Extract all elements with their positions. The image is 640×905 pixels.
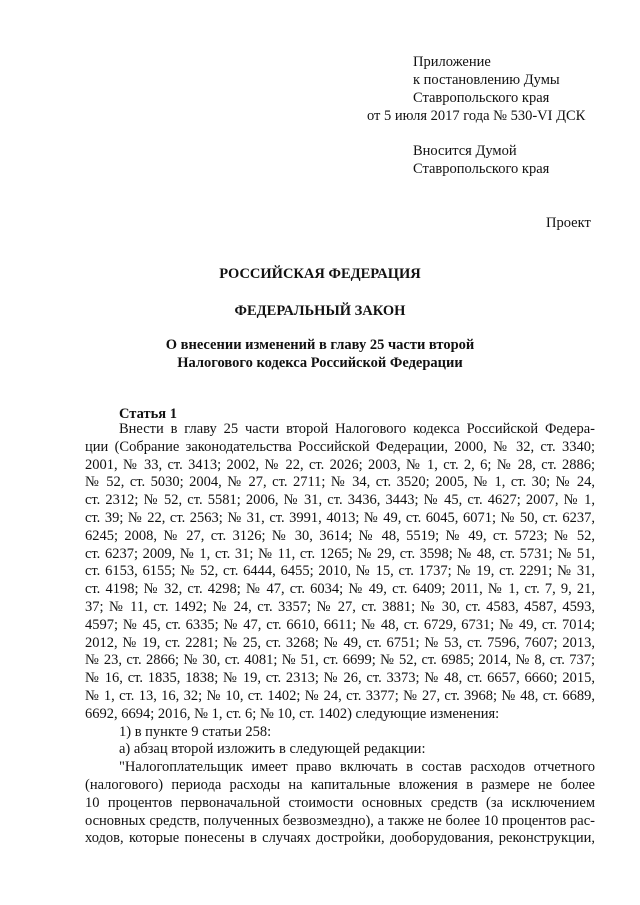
body-line: № 16, ст. 1835, 1838; № 19, ст. 2313; № 26, ст. 3373; № 48, ст. 6657, 6660; 2015, bbox=[85, 670, 595, 687]
law-subject-title bbox=[0, 336, 640, 372]
body-line: 4597; № 45, ст. 6335; № 47, ст. 6610, 6611; № 48, ст. 6729, 6731; № 49, ст. 7014; bbox=[85, 616, 595, 633]
body-line: (налогового) периода расходы на капитальные вложения в размере не более bbox=[85, 776, 595, 793]
body-line: "Налогоплательщик имеет право включать в состав расходов отчетного bbox=[119, 759, 595, 776]
body-line: ции (Собрание законодательства Российской Федерации, 2000, № 32, ст. 3340; bbox=[85, 438, 595, 455]
body-line: 2001, № 33, ст. 3413; 2002, № 22, ст. 2026; 2003, № 1, ст. 2, 6; № 28, ст. 2886; bbox=[85, 456, 595, 473]
body-line: № 1, ст. 13, 16, 32; № 10, ст. 1402; № 24, ст. 3377; № 27, ст. 3968; № 48, ст. 6689, bbox=[85, 687, 595, 704]
submitted-by-line: Ставропольского края bbox=[413, 161, 550, 177]
appendix-line: Приложение bbox=[413, 54, 491, 70]
body-line: № 23, ст. 2866; № 30, ст. 4081; № 51, ст. 6699; № 52, ст. 6985; 2014, № 8, ст. 737; bbox=[85, 652, 595, 669]
body-line: 6245; 2008, № 27, ст. 3126; № 30, 3614; № 48, 5519; № 49, ст. 5723; № 52, bbox=[85, 527, 595, 544]
body-line: ст. 39; № 22, ст. 2563; № 31, ст. 3991, 4013; № 49, ст. 6045, 6071; № 50, ст. 6237, bbox=[85, 509, 595, 526]
law-subject-line: О внесении изменений в главу 25 части второй bbox=[165, 337, 475, 353]
body-line: ст. 6153, 6155; № 52, ст. 6444, 6455; 2010, № 15, ст. 1737; № 19, ст. 2291; № 31, bbox=[85, 563, 595, 580]
body-line: 37; № 11, ст. 1492; № 24, ст. 3357; № 27, ст. 3881; № 30, ст. 4583, 4587, 4593, bbox=[85, 598, 595, 615]
body-line: Внести в главу 25 части второй Налогового кодекса Российской Федера- bbox=[119, 421, 595, 437]
draft-label: Проект bbox=[546, 215, 591, 231]
body-line: № 52, ст. 5030; 2004, № 27, ст. 2711; № 34, ст. 3520; 2005, № 1, ст. 30; № 24, bbox=[85, 474, 595, 491]
body-line: а) абзац второй изложить в следующей редакции: bbox=[119, 741, 426, 758]
article-body bbox=[85, 421, 595, 848]
body-line: ходов, которые понесены в случаях достройки, дооборудования, реконструкции, bbox=[85, 830, 595, 847]
appendix-date-line: от 5 июля 2017 года № 530-VI ДСК bbox=[367, 108, 586, 124]
law-type-title: ФЕДЕРАЛЬНЫЙ ЗАКОН bbox=[234, 303, 406, 319]
country-title: РОССИЙСКАЯ ФЕДЕРАЦИЯ bbox=[219, 266, 421, 282]
submitted-by-note bbox=[413, 142, 549, 178]
body-line: ст. 2312; № 52, ст. 5581; 2006, № 31, ст. 3436, 3443; № 45, ст. 4627; 2007, № 1, bbox=[85, 492, 595, 509]
appendix-line: к постановлению Думы bbox=[413, 72, 560, 88]
appendix-line: Ставропольского края bbox=[413, 90, 550, 106]
body-line: 1) в пункте 9 статьи 258: bbox=[119, 723, 272, 740]
body-line: ст. 6237; 2009, № 1, ст. 31; № 11, ст. 1265; № 29, ст. 3598; № 48, ст. 5731; № 51, bbox=[85, 545, 595, 562]
submitted-by-line: Вносится Думой bbox=[413, 143, 517, 159]
body-line: основных средств, полученных безвозмездно), а также не более 10 процентов рас- bbox=[85, 812, 595, 829]
body-line: 10 процентов первоначальной стоимости основных средств (за исключением bbox=[85, 794, 595, 811]
law-subject-line: Налогового кодекса Российской Федерации bbox=[177, 355, 463, 371]
body-line: 6692, 6694; 2016, № 1, ст. 6; № 10, ст. 1402) следующие изменения: bbox=[85, 705, 500, 722]
body-line: ст. 4198; № 32, ст. 4298; № 47, ст. 6034; № 49, ст. 6409; 2011, № 1, ст. 7, 9, 21, bbox=[85, 581, 595, 598]
article-heading: Статья 1 bbox=[119, 406, 177, 422]
appendix-note bbox=[367, 53, 586, 125]
body-line: 2012, № 19, ст. 2281; № 25, ст. 3268; № 49, ст. 6751; № 53, ст. 7596, 7607; 2013, bbox=[85, 634, 595, 651]
